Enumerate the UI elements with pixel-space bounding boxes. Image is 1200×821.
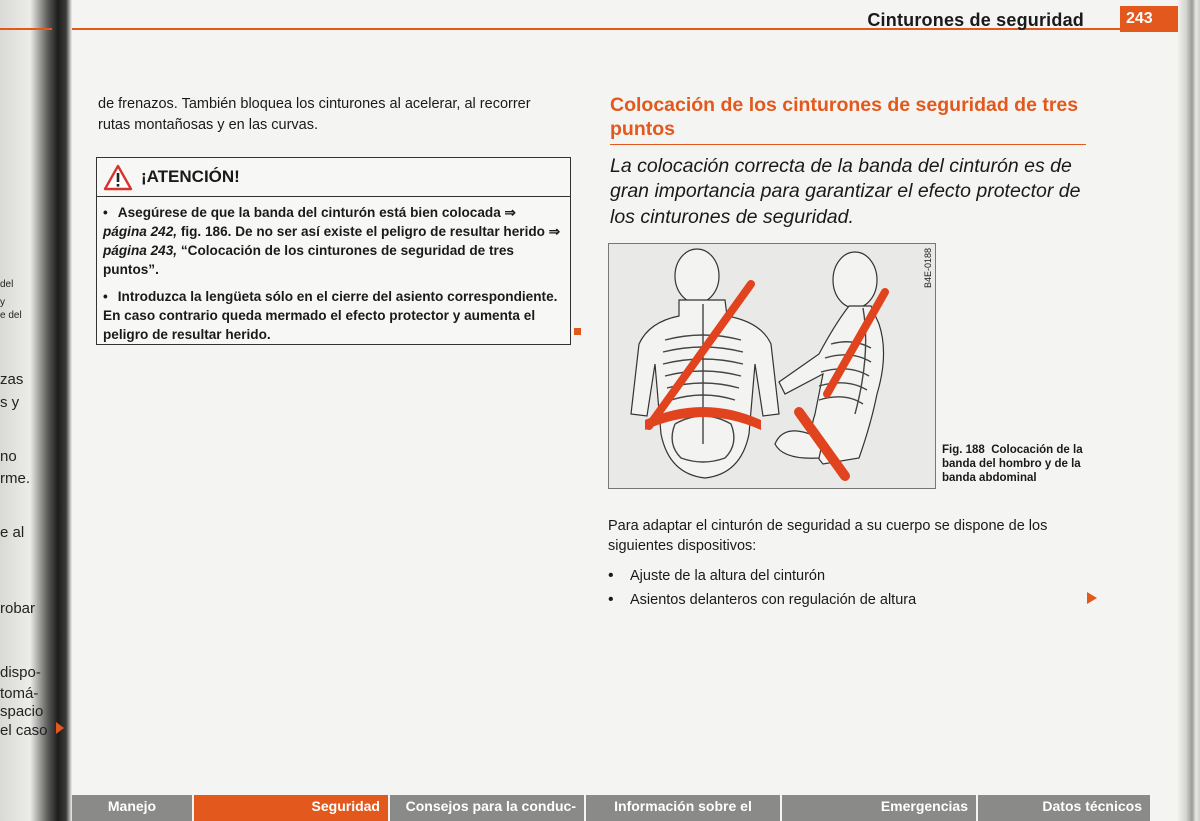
page-reference[interactable]: página 243, bbox=[103, 243, 178, 259]
figure-label: Fig. 188 bbox=[942, 444, 985, 456]
left-page-fragment: s y bbox=[0, 394, 20, 411]
list-item: • Asientos delanteros con regulación de altura bbox=[608, 591, 917, 608]
left-page-fragment: robar bbox=[0, 600, 36, 617]
page-reference[interactable]: página 242, bbox=[103, 224, 178, 240]
warning-title: ¡ATENCIÓN! bbox=[141, 167, 240, 186]
body-paragraph: Para adaptar el cinturón de seguridad a su cuerpo se dispone de los siguientes dispositivos: bbox=[608, 518, 1048, 555]
chapter-nav bbox=[72, 795, 1172, 821]
warning-triangle-icon bbox=[103, 164, 133, 191]
tab-informacion[interactable]: Información sobre el bbox=[586, 795, 782, 821]
device-list bbox=[608, 564, 1078, 612]
page-number: 243 bbox=[1120, 6, 1178, 32]
intro-paragraph bbox=[98, 94, 578, 136]
warning-box bbox=[96, 157, 571, 345]
left-page-fragment: e del bbox=[0, 310, 22, 321]
figure-caption-text: Colocación de la banda del hombro y de la banda abdominal bbox=[942, 444, 1083, 484]
warning-header bbox=[97, 158, 570, 197]
tab-datos-tecnicos[interactable]: Datos técnicos bbox=[978, 795, 1152, 821]
warning-item: • Introduzca la lengüeta sólo en el cierre del asiento correspondiente. En caso contrario queda mermado el efecto protector y aumenta el peligro de resultar herido. bbox=[103, 289, 558, 343]
running-header-title: Cinturones de seguridad bbox=[867, 10, 1084, 30]
intro-line: de frenazos. También bloquea los cinturones al acelerar, al recorrer bbox=[98, 96, 531, 112]
seatbelt-illustration bbox=[609, 244, 935, 488]
header-rule-left bbox=[0, 28, 52, 30]
tab-manejo[interactable]: Manejo bbox=[72, 795, 194, 821]
warning-body bbox=[97, 197, 570, 344]
continued-arrow-icon bbox=[56, 722, 64, 734]
left-page-fragment: el caso bbox=[0, 722, 48, 739]
lead-paragraph: La colocación correcta de la banda del cinturón es de gran importancia para garantizar el efecto protector de los cinturones de seguridad. bbox=[610, 155, 1081, 228]
section-title: Colocación de los cinturones de seguridad de tres puntos bbox=[610, 94, 1086, 145]
left-page-fragment: no bbox=[0, 448, 17, 465]
left-page-fragment: e al bbox=[0, 524, 25, 541]
figure-code: B4E-0188 bbox=[923, 248, 933, 289]
left-page-fragment: rme. bbox=[0, 470, 30, 487]
seatbelt-figure bbox=[608, 243, 936, 489]
left-page-fragment: zas bbox=[0, 371, 24, 388]
tab-emergencias[interactable]: Emergencias bbox=[782, 795, 978, 821]
left-page-fragment: tomá- bbox=[0, 685, 39, 702]
continue-arrow-icon bbox=[1087, 592, 1097, 604]
left-page-fragment: y bbox=[0, 297, 5, 308]
section-end-marker bbox=[574, 328, 581, 335]
page-edge bbox=[1178, 0, 1200, 821]
list-item: • Ajuste de la altura del cinturón bbox=[608, 567, 826, 584]
figure-caption bbox=[942, 444, 1088, 485]
intro-line: rutas montañosas y en las curvas. bbox=[98, 117, 319, 134]
warning-item: • Asegúrese de que la banda del cinturón está bien colocada ⇒ página 242, fig. 186. De no ser así existe el peligro de resultar herido ⇒ página 243, “Colocación de los cinturones de seguridad de tres puntos”. bbox=[103, 205, 561, 278]
tab-consejos[interactable]: Consejos para la conduc- bbox=[390, 795, 586, 821]
left-page-fragment: dispo- bbox=[0, 664, 41, 681]
left-page-fragment: del bbox=[0, 279, 14, 290]
tab-seguridad[interactable]: Seguridad bbox=[194, 795, 390, 821]
left-page-fragment: spacio bbox=[0, 703, 44, 720]
